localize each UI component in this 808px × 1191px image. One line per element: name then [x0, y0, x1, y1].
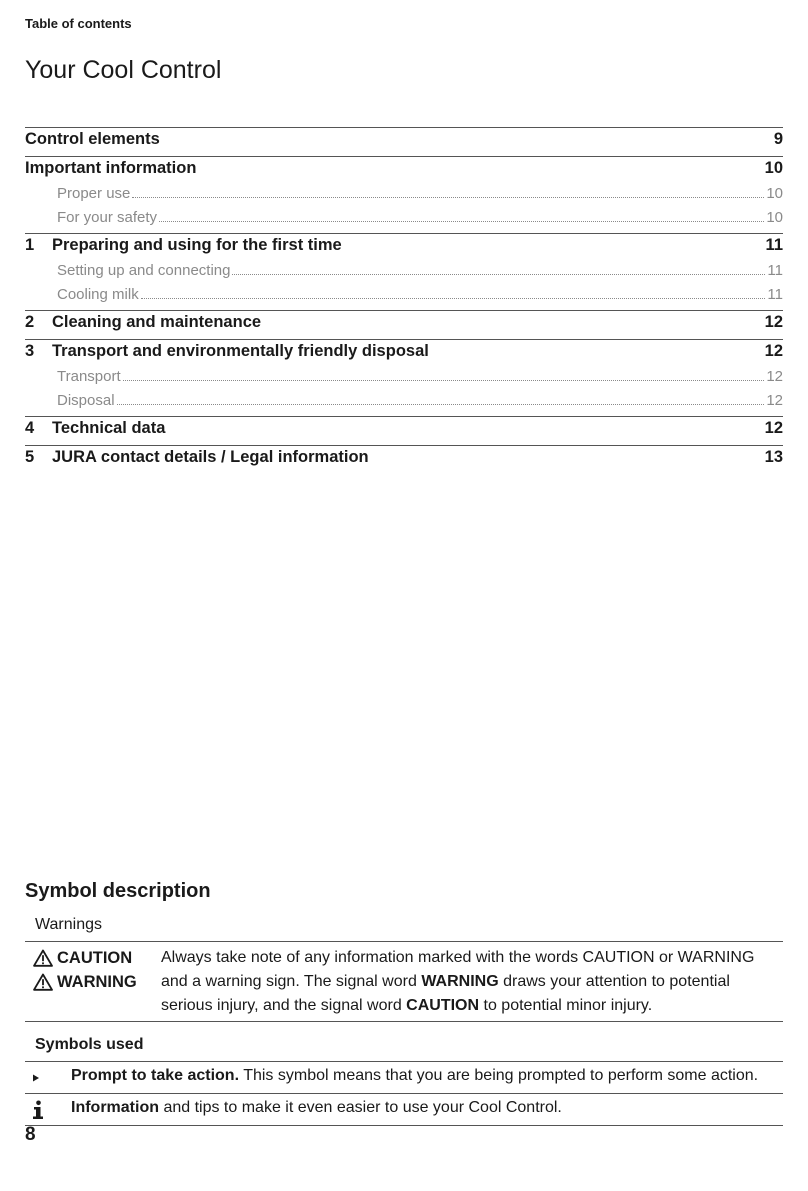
- toc-entry-title: Transport: [57, 368, 121, 385]
- warning-desc-part: to potential minor injury.: [479, 997, 653, 1014]
- warning-description: [161, 946, 776, 1018]
- toc-chapter-row[interactable]: [25, 419, 783, 445]
- prompt-text: This symbol means that you are being prompted to perform some action.: [239, 1067, 759, 1084]
- toc-chapter-row[interactable]: [25, 236, 783, 262]
- toc-chapter-row[interactable]: [25, 159, 783, 185]
- prompt-row: [25, 1062, 783, 1094]
- page-number: 8: [25, 1124, 36, 1145]
- toc-entry-page: 11: [767, 286, 783, 303]
- toc-entry-row[interactable]: [25, 209, 783, 233]
- toc-chapter-row[interactable]: [25, 342, 783, 368]
- toc-entry-row[interactable]: [25, 262, 783, 286]
- running-header: Table of contents: [25, 16, 132, 31]
- toc-chapter-title: [25, 448, 369, 467]
- triangle-right-bullet-icon: [32, 1062, 40, 1093]
- toc-entry-page: 10: [766, 185, 783, 202]
- toc-chapter-label: Control elements: [25, 130, 160, 148]
- warnings-block: [25, 941, 783, 1022]
- symbol-description-title: Symbol description: [25, 880, 211, 902]
- dot-leader: [159, 221, 764, 222]
- toc-chapter-label: JURA contact details / Legal information: [52, 448, 369, 466]
- dot-leader: [232, 274, 765, 275]
- toc-entry-row[interactable]: [25, 392, 783, 416]
- toc-section: [25, 127, 783, 156]
- toc-entry-title: Proper use: [57, 185, 131, 202]
- info-bold: Information: [71, 1099, 159, 1116]
- warning-label: [33, 970, 137, 994]
- toc-chapter-number: 5: [25, 448, 35, 466]
- warning-desc-part: draws your attention to potential serious injury, and the signal word: [161, 973, 730, 1014]
- prompt-description: [71, 1067, 758, 1085]
- toc-entry-title: Setting up and connecting: [57, 262, 231, 279]
- toc-chapter-page: 12: [764, 419, 783, 437]
- toc-entry-page: 10: [766, 209, 783, 226]
- toc-chapter-label: Cleaning and maintenance: [52, 313, 262, 331]
- dot-leader: [117, 404, 765, 405]
- toc-section: [25, 310, 783, 339]
- warning-text: WARNING: [57, 973, 137, 991]
- warning-desc-bold: WARNING: [421, 973, 499, 990]
- toc-chapter-label: Preparing and using for the first time: [52, 236, 342, 254]
- toc-chapter-page: 10: [764, 159, 783, 177]
- toc-chapter-row[interactable]: [25, 448, 783, 474]
- toc-entry-title: For your safety: [57, 209, 158, 226]
- warning-triangle-icon: [33, 973, 53, 991]
- page-title: Your Cool Control: [25, 56, 222, 84]
- toc-chapter-number: 3: [25, 342, 35, 360]
- info-row: [25, 1094, 783, 1126]
- toc-chapter-title: [25, 342, 429, 361]
- warning-triangle-icon: [33, 949, 53, 967]
- toc-chapter-label: Technical data: [52, 419, 166, 437]
- toc-entry-row[interactable]: [25, 286, 783, 310]
- toc-section: [25, 339, 783, 416]
- toc-chapter-title: [25, 236, 342, 255]
- toc-entry-page: 11: [767, 262, 783, 279]
- toc-entry-row[interactable]: [25, 185, 783, 209]
- toc-chapter-page: 12: [764, 342, 783, 360]
- toc-chapter-label: Important information: [25, 159, 197, 177]
- toc-entry-title: Disposal: [57, 392, 115, 409]
- info-icon: [32, 1094, 44, 1125]
- symbols-used-block: [25, 1061, 783, 1126]
- toc-chapter-title: [25, 313, 261, 332]
- dot-leader: [132, 197, 764, 198]
- toc-chapter-number: 2: [25, 313, 35, 331]
- toc-entry-title: Cooling milk: [57, 286, 139, 303]
- toc-chapter-page: 13: [764, 448, 783, 466]
- toc-chapter-title: [25, 130, 160, 149]
- toc-chapter-page: 11: [765, 236, 783, 254]
- warning-desc-part: Always take note of any information marked with the words CAUTION or WARNING and a warning sign. The signal word: [161, 949, 755, 990]
- table-of-contents: [25, 127, 783, 474]
- toc-section: [25, 156, 783, 233]
- toc-chapter-label: Transport and environmentally friendly disposal: [52, 342, 429, 360]
- warning-labels: [33, 946, 137, 994]
- toc-chapter-title: [25, 159, 196, 178]
- caution-label: [33, 946, 137, 970]
- toc-chapter-row[interactable]: [25, 313, 783, 339]
- info-text: and tips to make it even easier to use your Cool Control.: [159, 1099, 562, 1116]
- toc-section: [25, 416, 783, 445]
- toc-chapter-row[interactable]: [25, 130, 783, 156]
- toc-chapter-number: 4: [25, 419, 35, 437]
- warning-desc-bold: CAUTION: [406, 997, 480, 1014]
- warnings-heading: Warnings: [35, 916, 102, 933]
- toc-entry-page: 12: [766, 392, 783, 409]
- toc-chapter-page: 9: [773, 130, 783, 148]
- symbols-used-heading: Symbols used: [35, 1036, 144, 1053]
- toc-chapter-number: 1: [25, 236, 35, 254]
- prompt-bold: Prompt to take action.: [71, 1067, 240, 1084]
- toc-section: [25, 233, 783, 310]
- toc-section: [25, 445, 783, 474]
- caution-text: CAUTION: [57, 949, 133, 967]
- toc-chapter-page: 12: [764, 313, 783, 331]
- toc-entry-row[interactable]: [25, 368, 783, 392]
- toc-chapter-title: [25, 419, 165, 438]
- dot-leader: [141, 298, 766, 299]
- info-description: [71, 1099, 562, 1117]
- toc-entry-page: 12: [766, 368, 783, 385]
- dot-leader: [123, 380, 765, 381]
